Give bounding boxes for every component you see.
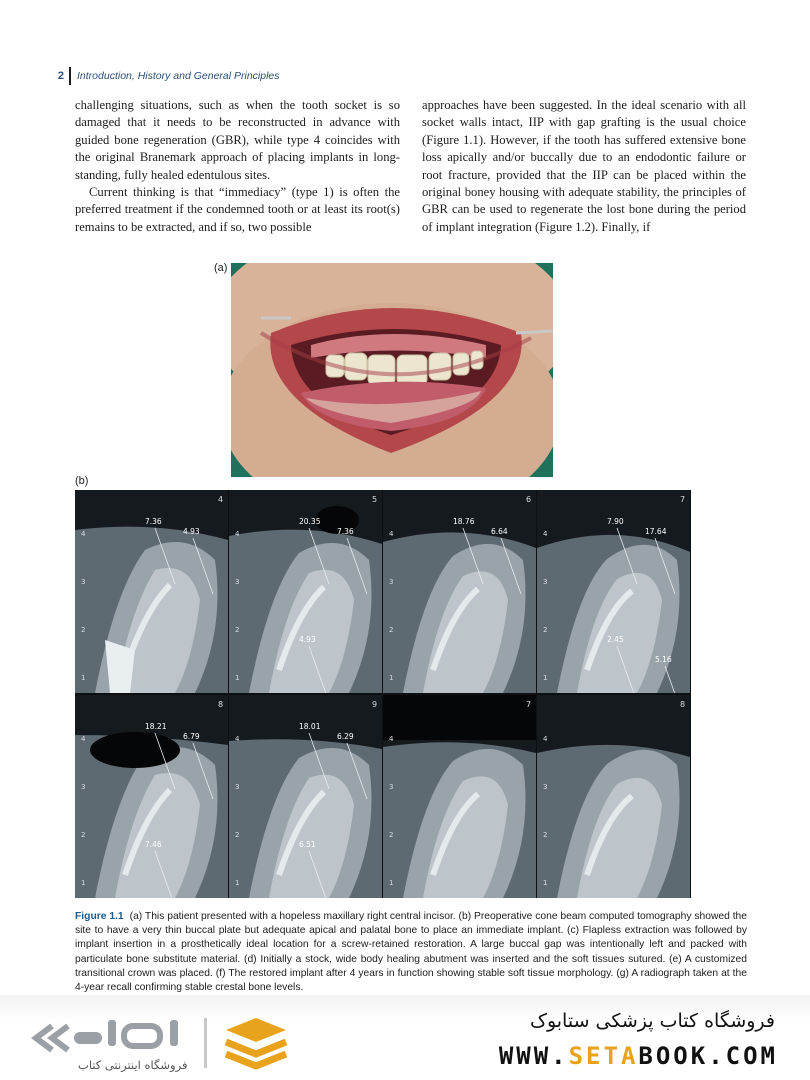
- panel-a-label: (a): [214, 262, 228, 274]
- cbct-scale-tick: 1: [389, 674, 394, 682]
- cbct-scale-tick: 4: [543, 735, 548, 743]
- store-url: [499, 1042, 778, 1070]
- cbct-scale-tick: 3: [389, 783, 394, 791]
- measurement-label: 6.79: [183, 732, 200, 741]
- cbct-scale-tick: 2: [81, 626, 86, 634]
- cbct-slice-number: 5: [372, 495, 378, 504]
- measurement-label: 6.64: [491, 527, 508, 536]
- body-left-column: [75, 97, 400, 236]
- url-prefix: WWW.: [498, 1042, 569, 1070]
- measurement-label: 6.51: [299, 840, 316, 849]
- cbct-scale-tick: 4: [235, 530, 240, 538]
- cbct-scale-tick: 3: [235, 578, 240, 586]
- measurement-label: 4.93: [299, 635, 316, 644]
- cbct-slice: [75, 695, 228, 898]
- cbct-scale-tick: 4: [389, 735, 394, 743]
- cbct-slice-number: 7: [526, 700, 532, 709]
- cbct-scale-tick: 1: [81, 674, 86, 682]
- cbct-slice-number: 8: [218, 700, 224, 709]
- cbct-slice: [383, 490, 536, 693]
- cbct-scale-tick: 1: [389, 879, 394, 887]
- cbct-scale-tick: 2: [81, 831, 86, 839]
- cbct-scale-tick: 3: [543, 783, 548, 791]
- measurement-label: 7.36: [145, 517, 162, 526]
- paragraph: challenging situations, such as when the tooth socket is so damaged that it needs to be reconstructed in advance with guided bone regeneration (GBR), while type 4 coincides with the original Branemark approach of placing implants in long-standing, fully healed edentulous sites.: [75, 98, 400, 182]
- cbct-scale-tick: 4: [81, 530, 86, 538]
- running-title: Introduction, History and General Principles: [77, 70, 280, 82]
- cbct-scale-tick: 1: [235, 879, 240, 887]
- caption-text: (a) This patient presented with a hopeless maxillary right central incisor. (b) Preoperative cone beam computed tomography showed the site to have a very thin buccal plate but adequate apical and palatal bone to place an immediate implant. (c) Flapless extraction was followed by implant insertion in a prosthetically ideal location for a screw-retained restoration. A large buccal gap was intentionally left and packed with particulate bone substitute material. (d) Initially a stock, wide body healing abutment was inserted and the soft tissues sutured. (e) A customized transitional crown was placed. (f) The restored implant after 4 years in function showing stable soft tissue morphology. (g) A radiograph taken at the 4-year recall confirming stable crestal bone levels.: [75, 911, 748, 994]
- cbct-scale-tick: 4: [235, 735, 240, 743]
- url-highlight: SETA: [568, 1042, 639, 1070]
- cbct-slice: [537, 695, 690, 898]
- measurement-label: 6.29: [337, 732, 354, 741]
- cbct-slice-number: 9: [372, 700, 378, 709]
- panel-b-label: (b): [75, 475, 89, 487]
- figure-caption: [75, 910, 747, 995]
- cbct-scale-tick: 3: [81, 578, 86, 586]
- cbct-scale-tick: 1: [543, 674, 548, 682]
- cbct-slice: [229, 490, 382, 693]
- cbct-scale-tick: 2: [389, 831, 394, 839]
- cbct-anatomy: [383, 695, 536, 740]
- cbct-slice-number: 8: [680, 700, 686, 709]
- cbct-scale-tick: 2: [389, 626, 394, 634]
- cbct-scale-tick: 4: [543, 530, 548, 538]
- measurement-label: 18.76: [453, 517, 475, 526]
- running-header: [52, 66, 280, 86]
- measurement-label: 7.36: [337, 527, 354, 536]
- cbct-scale-tick: 3: [235, 783, 240, 791]
- cbct-scale-tick: 4: [81, 735, 86, 743]
- cbct-scale-tick: 4: [389, 530, 394, 538]
- cbct-slice-number: 4: [218, 495, 224, 504]
- cbct-scale-tick: 3: [81, 783, 86, 791]
- cbct-scale-tick: 1: [81, 879, 86, 887]
- measurement-label: 18.01: [299, 722, 321, 731]
- measurement-label: 20.35: [299, 517, 321, 526]
- cbct-slice: [383, 695, 536, 898]
- measurement-label: 18.21: [145, 722, 167, 731]
- logo-subtitle: فروشگاه اینترنتی کتاب: [78, 1058, 188, 1072]
- paragraph: approaches have been suggested. In the ideal scenario with all socket walls intact, IIP with gap grafting is the usual choice (Figure 1.1). However, if the tooth has suffered extensive bone loss apically and/or buccally due to an endodontic failure or root fracture, provided that the IIP can be placed within the original boney housing with adequate stability, the principles of GBR can be used to regenerate the lost bone during the period of implant integration (Figure 1.2). Finally, if: [422, 98, 746, 234]
- cbct-scale-tick: 1: [543, 879, 548, 887]
- measurement-label: 7.46: [145, 840, 162, 849]
- cbct-scale-tick: 2: [235, 626, 240, 634]
- cbct-scale-tick: 2: [543, 831, 548, 839]
- measurement-label: 7.90: [607, 517, 624, 526]
- cbct-slice: [537, 490, 690, 693]
- mouth-illustration: [231, 263, 553, 477]
- paragraph: Current thinking is that “immediacy” (type 1) is often the preferred treatment if the condemned tooth or at least its root(s) remains to be extracted, and if so, two possible: [75, 185, 400, 234]
- cbct-slice: [229, 695, 382, 898]
- cbct-scale-tick: 2: [235, 831, 240, 839]
- cbct-slice: [75, 490, 228, 693]
- page-number: 2: [57, 70, 64, 82]
- measurement-label: 4.93: [183, 527, 200, 536]
- url-suffix: BOOK.COM: [638, 1042, 778, 1070]
- store-name: فروشگاه کتاب پزشکی ستابوک: [529, 1010, 775, 1032]
- measurement-label: 5.16: [655, 655, 672, 664]
- body-right-column: [422, 97, 746, 236]
- header-divider: [69, 67, 71, 85]
- clinical-photo: [231, 263, 553, 477]
- cbct-scale-tick: 2: [543, 626, 548, 634]
- cbct-scale-tick: 3: [543, 578, 548, 586]
- measurement-label: 17.64: [645, 527, 667, 536]
- cbct-scale-tick: 1: [235, 674, 240, 682]
- cbct-scan-grid: [75, 490, 691, 898]
- cbct-anatomy: [90, 732, 180, 768]
- cbct-scale-tick: 3: [389, 578, 394, 586]
- caption-label: Figure 1.1: [75, 911, 124, 922]
- cbct-slice-number: 7: [680, 495, 686, 504]
- measurement-label: 2.45: [607, 635, 624, 644]
- cbct-slice-number: 6: [526, 495, 532, 504]
